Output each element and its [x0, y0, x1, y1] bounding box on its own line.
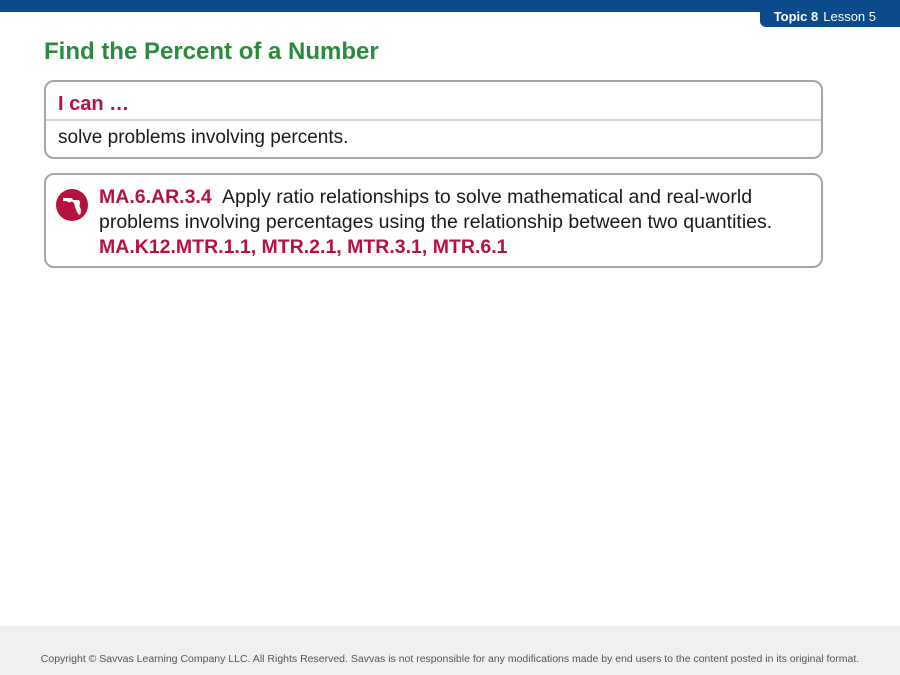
i-can-text: solve problems involving percents.: [58, 127, 349, 148]
footer: [0, 626, 900, 675]
standard-mtr-codes: MA.K12.MTR.1.1, MTR.2.1, MTR.3.1, MTR.6.1: [99, 236, 508, 258]
copyright-text: Copyright © Savvas Learning Company LLC. All Rights Reserved. Savvas is not responsible for any modifications made by end users to the content posted in its original format.: [40, 653, 860, 665]
standard-card: [44, 173, 823, 268]
lesson-label: Lesson 5: [823, 9, 876, 24]
i-can-card: [44, 80, 823, 159]
topic-lesson-tab: [760, 0, 900, 27]
i-can-divider: [46, 119, 821, 121]
i-can-heading: I can …: [58, 93, 130, 115]
topic-label: Topic 8: [773, 9, 819, 24]
page-title: Find the Percent of a Number: [44, 38, 379, 65]
standard-code: MA.6.AR.3.4: [99, 186, 212, 208]
florida-state-icon: [56, 189, 88, 221]
standard-body: [99, 185, 814, 260]
standard-description: Apply ratio relationships to solve mathematical and real-world problems involving percentages using the relationship between two quantities.: [99, 186, 773, 233]
